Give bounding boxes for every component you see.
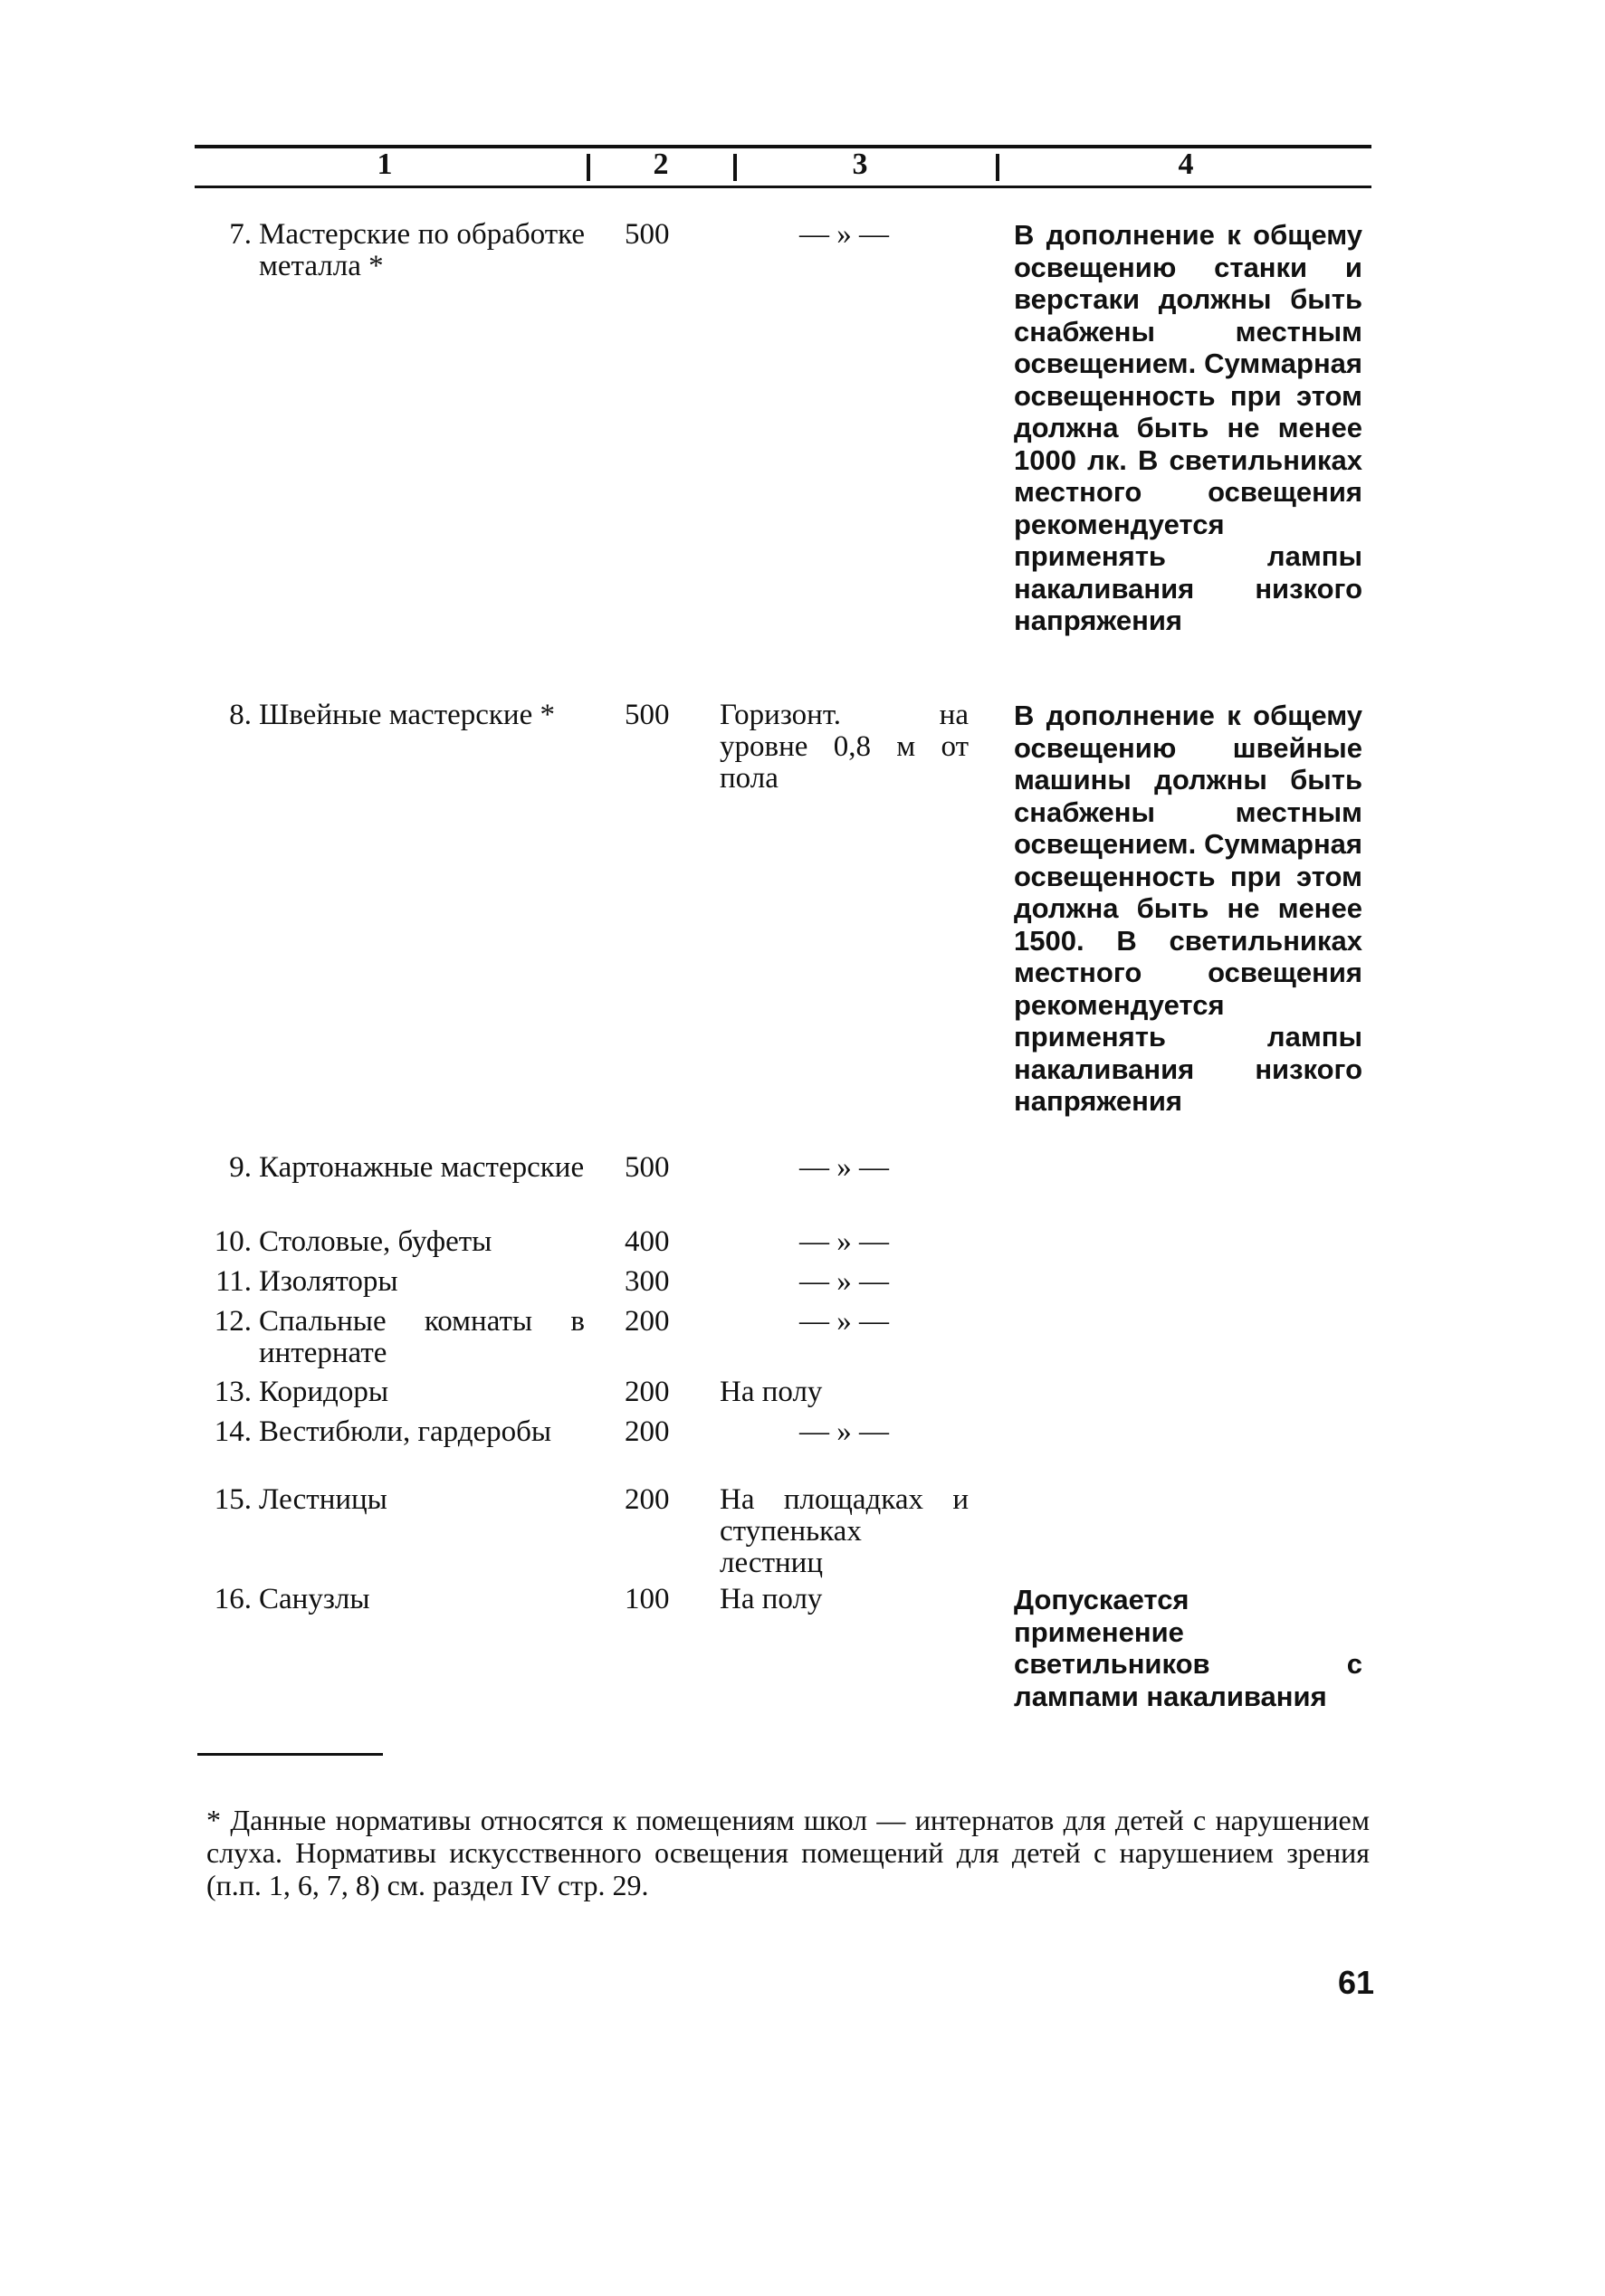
illuminance-value: 400: [625, 1225, 670, 1258]
row-number: 13.: [214, 1376, 252, 1408]
measurement-plane: — » —: [799, 1225, 889, 1258]
measurement-plane: На полу: [720, 1583, 823, 1615]
measurement-plane: На полу: [720, 1376, 823, 1408]
page-number: 61: [1337, 1964, 1374, 2001]
illuminance-value: 200: [625, 1376, 670, 1408]
measurement-plane: — » —: [799, 1151, 889, 1184]
header-separator: [996, 154, 999, 181]
header-separator: [733, 154, 737, 181]
illuminance-value: 500: [625, 699, 670, 731]
measurement-plane: — » —: [799, 1265, 889, 1298]
header-col-4: 4: [1178, 148, 1194, 181]
room-name: Столовые, буфеты: [259, 1225, 492, 1258]
room-name: Швейные мастерские *: [259, 699, 555, 731]
room-name: Мастерские по обработке металла *: [259, 218, 585, 282]
table-header-rule: [195, 186, 1371, 188]
row-number: 10.: [214, 1225, 252, 1258]
row-number: 12.: [214, 1305, 252, 1338]
room-name: Санузлы: [259, 1583, 370, 1615]
measurement-plane: — » —: [799, 1305, 889, 1338]
illuminance-value: 500: [625, 1151, 670, 1184]
illuminance-value: 200: [625, 1415, 670, 1448]
header-separator: [587, 154, 590, 181]
measurement-plane: Горизонт. на уровне 0,8 м от пола: [720, 699, 969, 795]
room-name: Лестницы: [259, 1483, 387, 1516]
room-name: Вестибюли, гардеробы: [259, 1415, 552, 1448]
row-number: 7.: [229, 218, 252, 251]
footnote: * Данные нормативы относятся к помещениям школ — интернатов для детей с нарушением слуха. Нормативы искусственного освещения помещений для детей с нарушением зрения (п.п. 1, 6, 7, 8) см. раздел IV стр. 29.: [206, 1804, 1370, 1901]
row-number: 16.: [214, 1583, 252, 1615]
room-name: Картонажные мастерские: [259, 1151, 585, 1184]
row-number: 15.: [214, 1483, 252, 1516]
row-note: Допускается применение светильников с лампами накаливания: [1014, 1584, 1362, 1712]
room-name: Изоляторы: [259, 1265, 398, 1298]
measurement-plane: — » —: [799, 1415, 889, 1448]
footnote-separator: [197, 1753, 383, 1756]
header-col-3: 3: [852, 148, 868, 181]
row-number: 8.: [229, 699, 252, 731]
row-note: В дополнение к общему освещению станки и верстаки должны быть снабжены местным освещением. Суммарная освещенность при этом должна быть не менее 1000 лк. В светильниках местного освещения рекомендуется применять лампы накаливания низкого напряжения: [1014, 219, 1362, 636]
illuminance-value: 200: [625, 1305, 670, 1338]
header-col-1: 1: [377, 148, 393, 181]
measurement-plane: На площадках и ступеньках лестниц: [720, 1483, 969, 1579]
row-number: 9.: [229, 1151, 252, 1184]
row-number: 14.: [214, 1415, 252, 1448]
room-name: Спальные комнаты в интернате: [259, 1305, 585, 1369]
illuminance-value: 200: [625, 1483, 670, 1516]
illuminance-value: 500: [625, 218, 670, 251]
row-note: В дополнение к общему освещению швейные машины должны быть снабжены местным освещением. Суммарная освещенность при этом должна быть не менее 1500. В светильниках местного освещения рекомендуется применять лампы накаливания низкого напряжения: [1014, 700, 1362, 1117]
illuminance-value: 300: [625, 1265, 670, 1298]
header-col-2: 2: [653, 148, 669, 181]
measurement-plane: — » —: [799, 218, 889, 251]
room-name: Коридоры: [259, 1376, 388, 1408]
row-number: 11.: [215, 1265, 252, 1298]
illuminance-value: 100: [625, 1583, 670, 1615]
